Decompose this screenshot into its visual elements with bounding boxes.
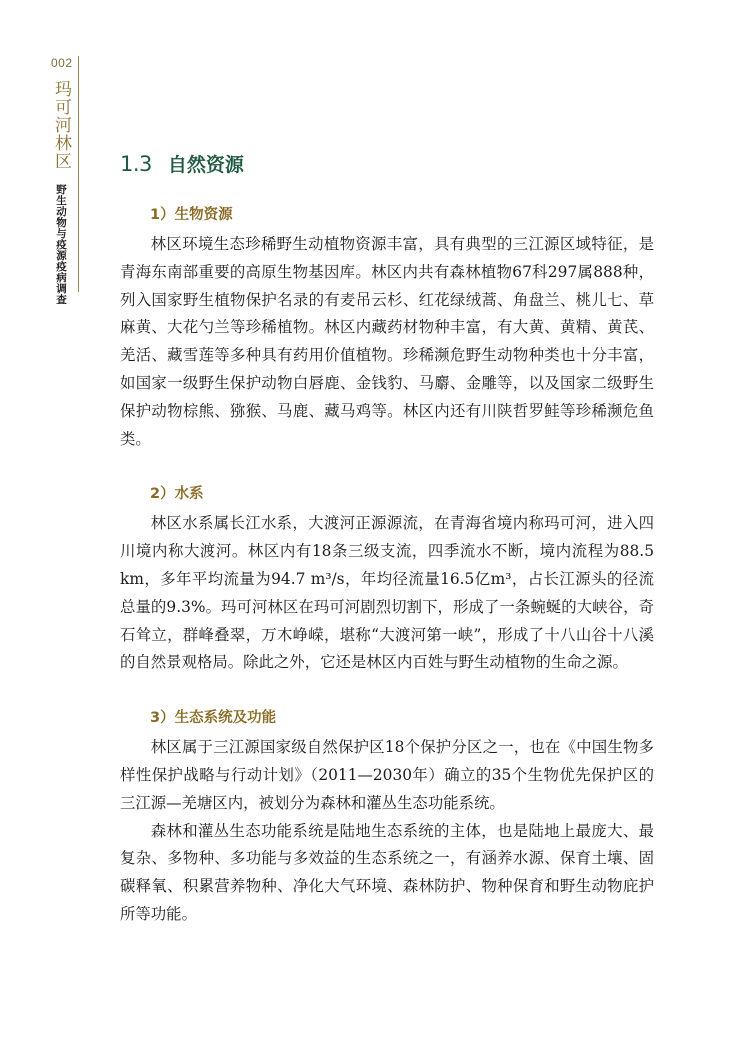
book-subtitle: 野生动物与疫源疫病调查 [55,184,67,305]
page-number: 002 [51,56,73,70]
section-heading [120,150,654,177]
main-content [120,150,654,958]
section-title: 自然资源 [167,154,244,176]
side-rule-divider [78,56,79,292]
body-paragraph: 林区环境生态珍稀野生动植物资源丰富，具有典型的三江源区域特征，是青海东南部重要的高原生物基因库。林区内共有森林植物67科297属888种，列入国家野生植物保护名录的有麦吊云杉、红花绿绒蒿、角盘兰、桃儿七、草麻黄、大花勺兰等珍稀植物。林区内藏药材物种丰富，有大黄、黄精、黄芪、羌活、藏雪莲等多种具有药用价值植物。珍稀濒危野生动物种类也十分丰富，如国家一级野生保护动物白唇鹿、金钱豹、马麝、金雕等，以及国家二级野生保护动物棕熊、猕猴、马鹿、藏马鸡等。林区内还有川陕哲罗鲑等珍稀濒危鱼类。 [120,235,654,448]
body-paragraph: 林区属于三江源国家级自然保护区18个保护分区之一，也在《中国生物多样性保护战略与行动计划》（2011—2030年）确立的35个生物优先保护区的三江源—羌塘区内，被划分为森林和灌丛生态功能系统。 [120,738,654,812]
running-head [48,80,74,305]
subsection-heading: 1）生物资源 [150,207,233,223]
subsection-heading: 2）水系 [150,486,204,503]
section-number: 1.3 [120,152,152,176]
body-paragraph: 林区水系属长江水系，大渡河正源源流，在青海省境内称玛可河，进入四川境内称大渡河。林区内有18条三级支流，四季流水不断，境内流程为88.5 km，多年平均流量为94.7 m³/s，年均径流量16.5亿m³，占长江源头的径流总量的9.3%。玛可河林区在玛可河剧烈切割下，形成了一条蜿蜒的大峡谷，奇石耸立，群峰叠翠，万木峥嵘，堪称“大渡河第一峡”，形成了十八山谷十八溪的自然景观格局。除此之外，它还是林区内百姓与野生动植物的生命之源。 [120,514,654,672]
body-paragraph: 森林和灌丛生态功能系统是陆地生态系统的主体，也是陆地上最庞大、最复杂、多物种、多功能与多效益的生态系统之一，有涵养水源、保育土壤、固碳释氧、积累营养物种、净化大气环境、森林防护、物种保育和野生动物庇护所等功能。 [120,821,654,923]
subsection-ecosystem-functions [120,706,654,929]
subsection-heading: 3）生态系统及功能 [150,710,277,727]
subsection-biological-resources [120,203,654,453]
subsection-water-system [120,482,654,677]
book-title: 玛可河林区 [51,80,71,170]
